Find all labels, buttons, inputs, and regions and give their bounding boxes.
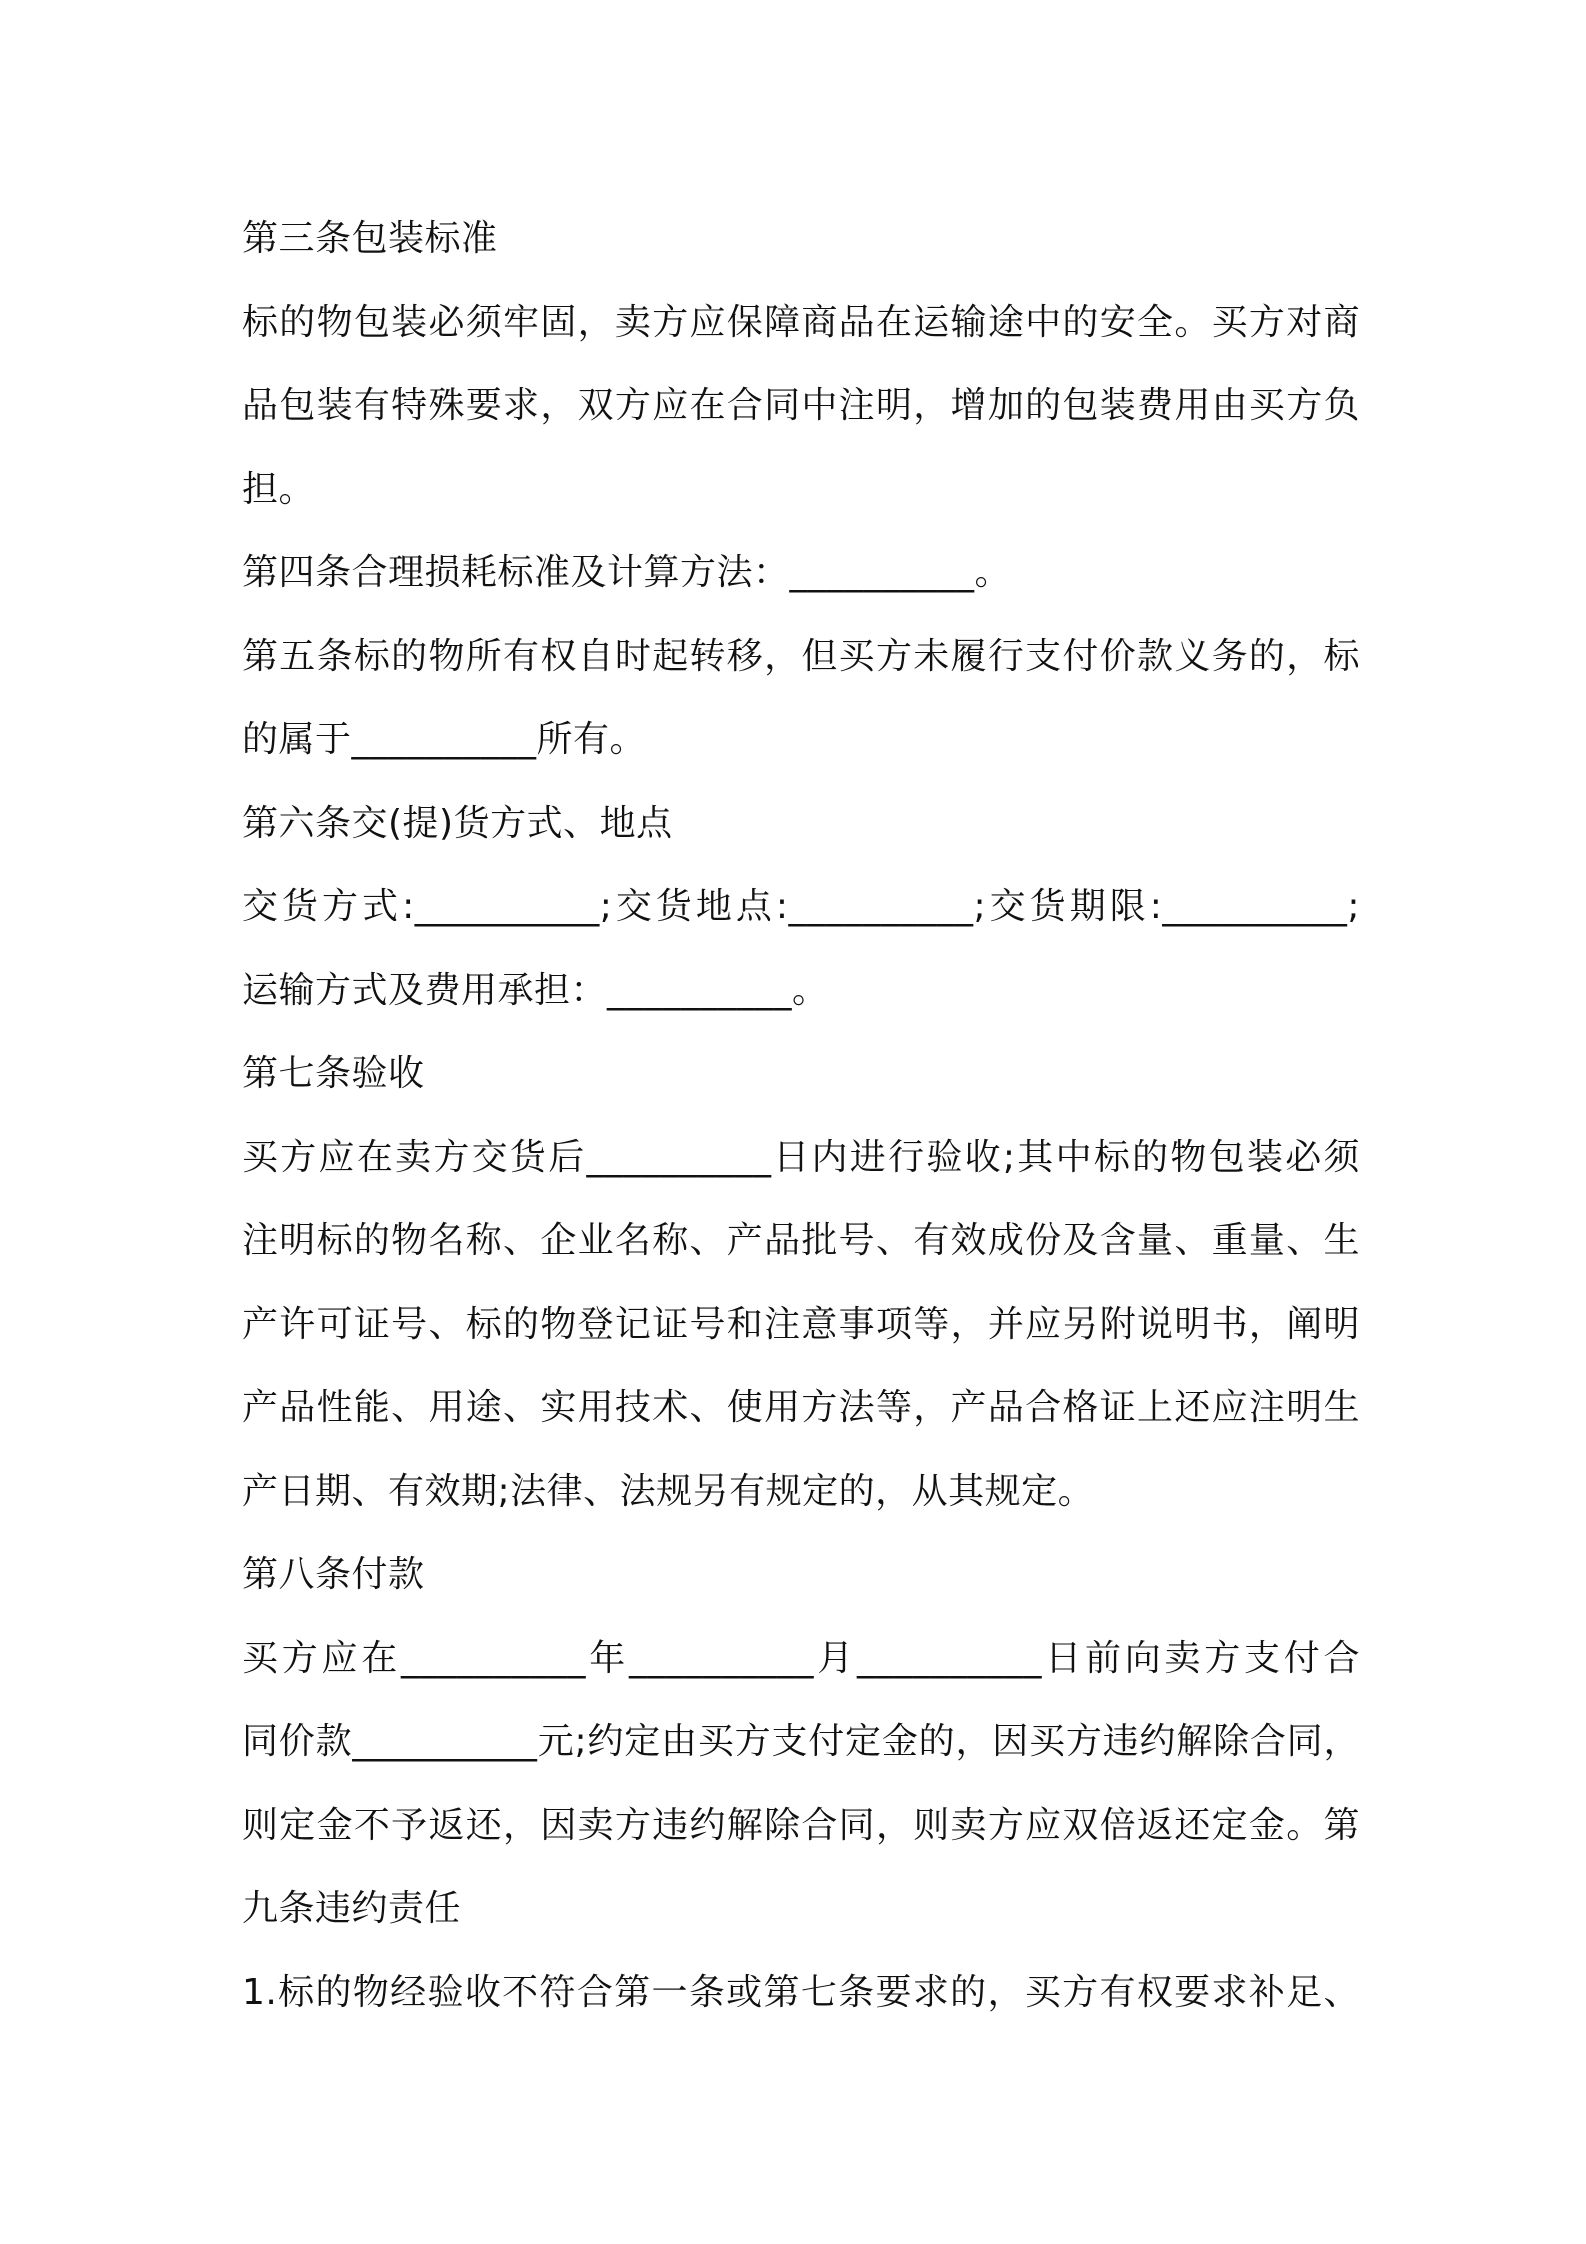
- document-body: [242, 197, 1360, 2034]
- paragraph-line: 买方应在卖方交货后__________日内进行验收;其中标的物包装必须: [242, 1136, 1360, 1178]
- paragraph-line: 第五条标的物所有权自时起转移，但买方未履行支付价款义务的，标: [242, 635, 1360, 677]
- heading-article-8: 第八条付款: [242, 1554, 425, 1595]
- paragraph-line: 1.标的物经验收不符合第一条或第七条要求的，买方有权要求补足、: [242, 1971, 1360, 2013]
- heading-article-3: 第三条包装标准: [242, 218, 498, 259]
- paragraph-line: 标的物包装必须牢固，卖方应保障商品在运输途中的安全。买方对商: [242, 301, 1360, 343]
- paragraph-line: 同价款__________元;约定由买方支付定金的，因买方违约解除合同，: [242, 1721, 1360, 1762]
- paragraph-line: 买方应在__________年__________月__________日前向卖方支付合: [242, 1637, 1360, 1679]
- paragraph-line: 运输方式及费用承担：__________。: [242, 969, 829, 1011]
- paragraph-line: 交货方式:__________;交货地点:__________;交货期限:__________;: [242, 886, 1360, 927]
- paragraph-line: 九条违约责任: [242, 1888, 462, 1929]
- paragraph-line: 的属于__________所有。: [242, 719, 647, 760]
- paragraph-line: 注明标的物名称、企业名称、产品批号、有效成份及含量、重量、生: [242, 1220, 1360, 1261]
- heading-article-7: 第七条验收: [242, 1053, 425, 1094]
- paragraph-line: 品包装有特殊要求，双方应在合同中注明，增加的包装费用由买方负: [242, 385, 1360, 426]
- heading-article-6: 第六条交(提)货方式、地点: [242, 802, 673, 844]
- paragraph-line: 产品性能、用途、实用技术、使用方法等，产品合格证上还应注明生: [242, 1387, 1360, 1428]
- paragraph-line: 担。: [242, 468, 316, 510]
- paragraph-line: 产许可证号、标的物登记证号和注意事项等，并应另附说明书，阐明: [242, 1303, 1360, 1345]
- heading-article-4: 第四条合理损耗标准及计算方法：__________。: [242, 552, 1012, 593]
- paragraph-line: 产日期、有效期;法律、法规另有规定的，从其规定。: [242, 1470, 1095, 1512]
- paragraph-line: 则定金不予返还，因卖方违约解除合同，则卖方应双倍返还定金。第: [242, 1804, 1360, 1846]
